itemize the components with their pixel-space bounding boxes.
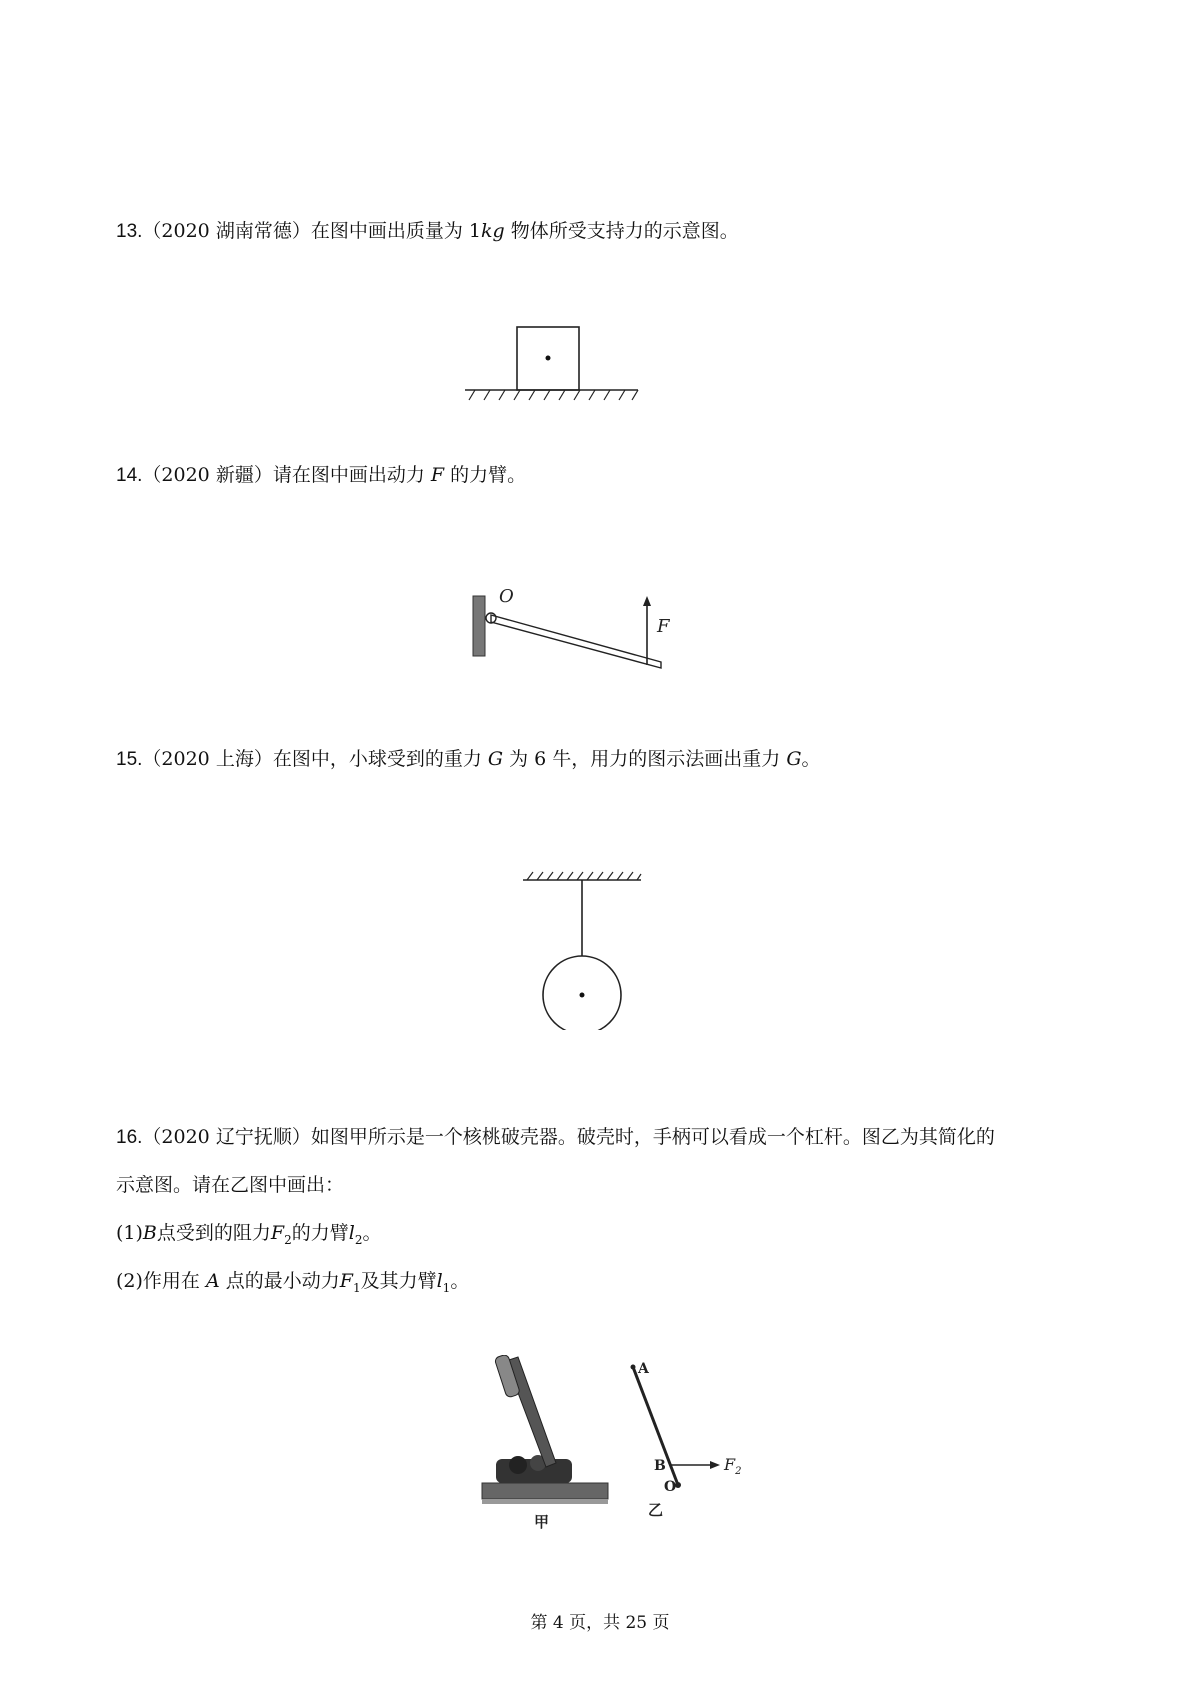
lever-figure	[465, 580, 695, 690]
figure-yi-label: 乙	[648, 1501, 664, 1519]
question-14-text: 14.（2020 新疆）请在图中画出动力 F 的力臂。	[116, 464, 527, 486]
ball-center-dot	[580, 993, 585, 998]
cracker-base	[482, 1483, 608, 1499]
question-number: 15.	[116, 749, 143, 770]
lever-rod	[491, 615, 661, 668]
ceiling-hatching	[527, 872, 641, 880]
label-O: O	[664, 1479, 677, 1495]
point-A	[631, 1365, 636, 1370]
question-source: （2020 湖南常德）	[142, 220, 311, 242]
question-16-sub1: (1)B点受到的阻力$F_2$的力臂$l_2$。	[116, 1222, 382, 1247]
label-A: A	[638, 1361, 649, 1377]
question-source: （2020 新疆）	[142, 464, 273, 486]
question-16-line1: 16.（2020 辽宁抚顺）如图甲所示是一个核桃破壳器。破壳时，手柄可以看成一个杠杆。图乙为其简化的	[116, 1126, 995, 1148]
question-source: （2020 辽宁抚顺）	[142, 1126, 311, 1148]
force-label: F	[657, 616, 670, 637]
center-of-mass-dot	[546, 356, 551, 361]
question-16-line2: 示意图。请在乙图中画出：	[116, 1174, 345, 1196]
figure-jia-label: 甲	[534, 1513, 550, 1530]
question-number: 13.	[116, 221, 143, 242]
walnut-cracker-figure	[478, 1355, 613, 1530]
label-B: B	[654, 1458, 666, 1474]
question-13-text: 13.（2020 湖南常德）在图中画出质量为 1kg 物体所受支持力的示意图。	[116, 220, 739, 242]
arrow-head-icon	[710, 1461, 720, 1469]
ground-hatching	[469, 390, 638, 400]
page-footer: 第 4 页，共 25 页	[530, 1613, 670, 1633]
hanging-ball-figure	[515, 870, 655, 1030]
arrow-head-icon	[643, 596, 651, 606]
block-on-ground-figure	[460, 320, 650, 410]
question-number: 14.	[116, 465, 143, 486]
simplified-lever-figure	[618, 1355, 758, 1525]
pivot-label: O	[499, 586, 514, 607]
question-16-sub2: (2)作用在 A 点的最小动力$F_1$及其力臂$l_1$。	[116, 1270, 470, 1295]
wall	[473, 596, 485, 656]
question-source: （2020 上海）	[142, 748, 273, 770]
question-number: 16.	[116, 1127, 143, 1148]
question-15-text: 15.（2020 上海）在图中，小球受到的重力 G 为 6 牛，用力的图示法画出重力 G。	[116, 748, 821, 770]
label-F2: $F_2$	[724, 1455, 742, 1477]
